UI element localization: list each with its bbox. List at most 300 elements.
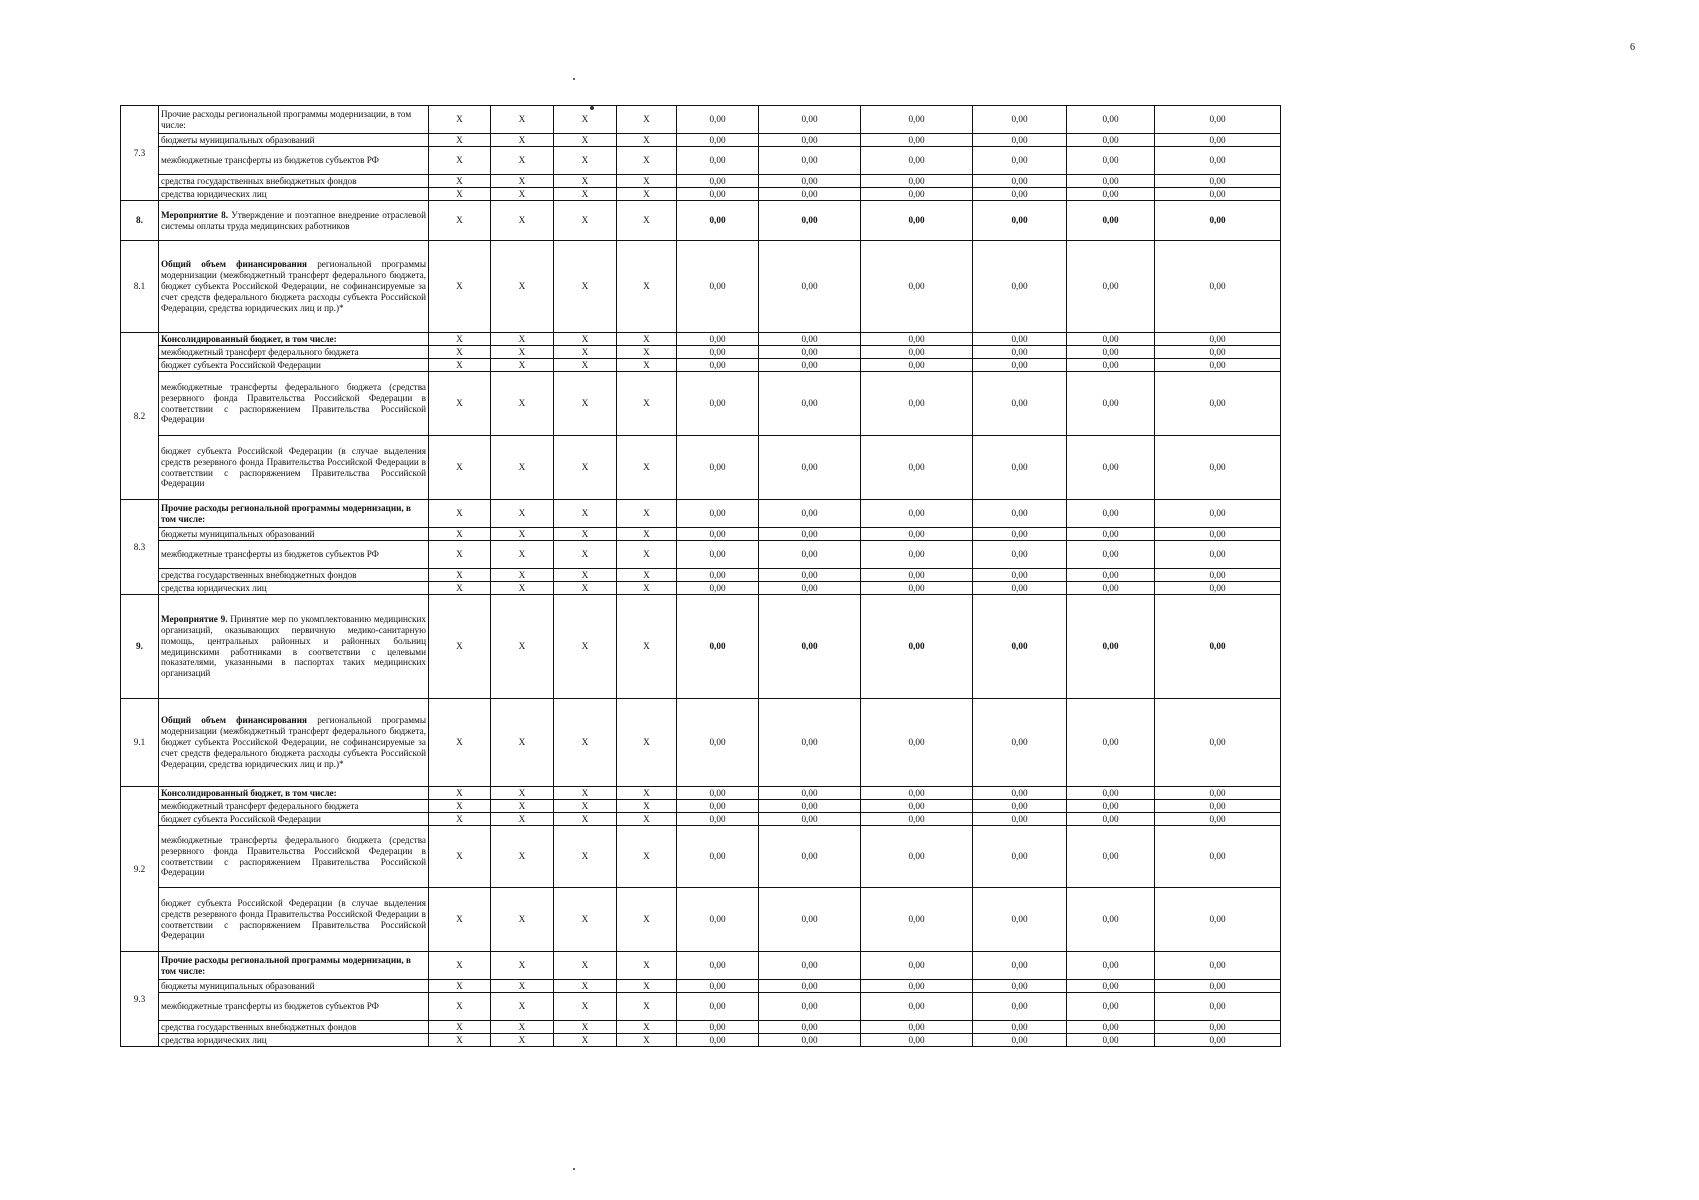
- row-description: [159, 436, 429, 500]
- cell-value: 0,00: [677, 359, 759, 372]
- cell-x: X: [429, 346, 491, 359]
- description-text: Утверждение и поэтапное внедрение отраслевой системы оплаты труда медицинских работников: [161, 209, 426, 231]
- cell-x: X: [429, 1021, 491, 1034]
- cell-x: X: [554, 541, 617, 569]
- cell-x: X: [554, 813, 617, 826]
- cell-value: 0,00: [759, 436, 861, 500]
- table-row: [121, 188, 1281, 201]
- cell-value: 0,00: [861, 134, 973, 147]
- table-row: [121, 500, 1281, 528]
- row-description: [159, 800, 429, 813]
- row-description: [159, 980, 429, 993]
- cell-value: 0,00: [759, 826, 861, 888]
- cell-x: X: [554, 1021, 617, 1034]
- cell-x: X: [429, 1034, 491, 1047]
- cell-value: 0,00: [677, 372, 759, 436]
- cell-value: 0,00: [677, 436, 759, 500]
- cell-value: 0,00: [1067, 372, 1155, 436]
- row-description: [159, 106, 429, 134]
- cell-x: X: [617, 147, 677, 175]
- cell-value: 0,00: [759, 106, 861, 134]
- table-row: [121, 1034, 1281, 1047]
- cell-x: X: [554, 993, 617, 1021]
- cell-value: 0,00: [861, 528, 973, 541]
- table-row: [121, 952, 1281, 980]
- row-index: 9.: [121, 595, 159, 699]
- table-row: [121, 582, 1281, 595]
- cell-value: 0,00: [1067, 1021, 1155, 1034]
- cell-value: 0,00: [973, 500, 1067, 528]
- table-row: [121, 241, 1281, 333]
- description-lead: Мероприятие 9.: [161, 613, 228, 624]
- cell-x: X: [491, 787, 554, 800]
- cell-value: 0,00: [861, 500, 973, 528]
- cell-value: 0,00: [677, 188, 759, 201]
- cell-x: X: [491, 188, 554, 201]
- cell-value: 0,00: [861, 826, 973, 888]
- row-description: [159, 1034, 429, 1047]
- cell-x: X: [429, 201, 491, 241]
- cell-value: 0,00: [973, 952, 1067, 980]
- cell-value: 0,00: [1155, 569, 1281, 582]
- table-row: [121, 595, 1281, 699]
- cell-x: X: [491, 699, 554, 787]
- cell-value: 0,00: [1067, 826, 1155, 888]
- description-text: региональной программы модернизации (межбюджетный трансферт федерального бюджета, бюджет субъекта Российской Федерации, не софинансируемые за счет средств федерального бюджета расходы субъекта Российской Федерации, средства юридических лиц и пр.)*: [161, 715, 427, 769]
- cell-value: 0,00: [677, 333, 759, 346]
- cell-value: 0,00: [1155, 888, 1281, 952]
- cell-value: 0,00: [1067, 147, 1155, 175]
- cell-value: 0,00: [861, 436, 973, 500]
- cell-value: 0,00: [759, 500, 861, 528]
- cell-value: 0,00: [1067, 800, 1155, 813]
- cell-x: X: [617, 500, 677, 528]
- row-description: [159, 595, 429, 699]
- page-number: 6: [1630, 42, 1635, 53]
- row-index: 9.1: [121, 699, 159, 787]
- cell-value: 0,00: [973, 813, 1067, 826]
- cell-x: X: [429, 980, 491, 993]
- cell-x: X: [617, 359, 677, 372]
- cell-value: 0,00: [861, 175, 973, 188]
- cell-x: X: [617, 800, 677, 813]
- description-text: бюджет субъекта Российской Федерации: [161, 813, 321, 824]
- cell-value: 0,00: [759, 359, 861, 372]
- cell-x: X: [554, 359, 617, 372]
- cell-value: 0,00: [861, 813, 973, 826]
- cell-value: 0,00: [677, 980, 759, 993]
- row-description: [159, 500, 429, 528]
- table-row: [121, 359, 1281, 372]
- cell-value: 0,00: [1155, 175, 1281, 188]
- row-description: [159, 1021, 429, 1034]
- description-text: межбюджетные трансферты федерального бюджета (средства резервного фонда Правительства Российской Федерации в соответствии с распоряжением Правительства Российской Федерации: [161, 834, 426, 878]
- cell-value: 0,00: [1067, 541, 1155, 569]
- row-description: [159, 134, 429, 147]
- cell-x: X: [429, 333, 491, 346]
- cell-value: 0,00: [973, 175, 1067, 188]
- cell-value: 0,00: [861, 980, 973, 993]
- cell-x: X: [491, 372, 554, 436]
- cell-value: 0,00: [1155, 134, 1281, 147]
- cell-value: 0,00: [677, 500, 759, 528]
- cell-value: 0,00: [861, 201, 973, 241]
- cell-value: 0,00: [973, 826, 1067, 888]
- cell-value: 0,00: [1155, 826, 1281, 888]
- cell-x: X: [491, 241, 554, 333]
- cell-x: X: [554, 528, 617, 541]
- cell-value: 0,00: [861, 188, 973, 201]
- cell-value: 0,00: [1067, 333, 1155, 346]
- description-text: межбюджетный трансферт федерального бюджета: [161, 800, 359, 811]
- row-description: [159, 569, 429, 582]
- cell-value: 0,00: [759, 201, 861, 241]
- description-text: бюджеты муниципальных образований: [161, 134, 315, 145]
- cell-value: 0,00: [973, 528, 1067, 541]
- cell-value: 0,00: [677, 800, 759, 813]
- cell-x: X: [617, 346, 677, 359]
- cell-value: 0,00: [677, 826, 759, 888]
- cell-value: 0,00: [973, 569, 1067, 582]
- cell-value: 0,00: [677, 346, 759, 359]
- cell-x: X: [491, 595, 554, 699]
- cell-value: 0,00: [759, 569, 861, 582]
- cell-x: X: [429, 826, 491, 888]
- cell-x: X: [617, 134, 677, 147]
- cell-value: 0,00: [1067, 952, 1155, 980]
- cell-value: 0,00: [1155, 188, 1281, 201]
- row-index: 8.3: [121, 500, 159, 595]
- cell-value: 0,00: [1155, 952, 1281, 980]
- table-row: [121, 147, 1281, 175]
- row-description: [159, 372, 429, 436]
- cell-value: 0,00: [1067, 813, 1155, 826]
- cell-value: 0,00: [1155, 106, 1281, 134]
- cell-x: X: [429, 952, 491, 980]
- cell-value: 0,00: [677, 241, 759, 333]
- cell-value: 0,00: [1067, 980, 1155, 993]
- description-text: средства юридических лиц: [161, 582, 267, 593]
- cell-value: 0,00: [1155, 528, 1281, 541]
- table-row: [121, 333, 1281, 346]
- row-index: 9.2: [121, 787, 159, 952]
- cell-value: 0,00: [1155, 980, 1281, 993]
- description-text: Принятие мер по укомплектованию медицинских организаций, оказывающих первичную медико-санитарную помощь, центральных районных и районных больниц медицинскими работниками в соответствии с целевыми показателями, указанными в паспортах таких медицинских организаций: [161, 613, 426, 679]
- cell-x: X: [491, 541, 554, 569]
- cell-value: 0,00: [759, 1021, 861, 1034]
- cell-x: X: [554, 888, 617, 952]
- table-row: [121, 800, 1281, 813]
- cell-value: 0,00: [677, 1034, 759, 1047]
- cell-x: X: [617, 541, 677, 569]
- cell-value: 0,00: [1155, 541, 1281, 569]
- cell-value: 0,00: [759, 595, 861, 699]
- cell-value: 0,00: [1067, 993, 1155, 1021]
- cell-value: 0,00: [677, 569, 759, 582]
- cell-value: 0,00: [1155, 333, 1281, 346]
- row-index: 9.3: [121, 952, 159, 1047]
- description-text: бюджет субъекта Российской Федерации (в случае выделения средств резервного фонда Правительства Российской Федерации в соответствии с распоряжением Правительства Российской Федерации: [161, 897, 426, 941]
- description-text: Прочие расходы региональной программы модернизации, в том числе:: [161, 502, 411, 524]
- cell-x: X: [554, 147, 617, 175]
- cell-x: X: [429, 699, 491, 787]
- cell-value: 0,00: [759, 787, 861, 800]
- cell-x: X: [554, 134, 617, 147]
- cell-value: 0,00: [677, 952, 759, 980]
- cell-value: 0,00: [973, 333, 1067, 346]
- cell-value: 0,00: [1067, 787, 1155, 800]
- cell-value: 0,00: [973, 346, 1067, 359]
- cell-x: X: [491, 500, 554, 528]
- cell-x: X: [617, 528, 677, 541]
- cell-value: 0,00: [861, 595, 973, 699]
- cell-value: 0,00: [1067, 106, 1155, 134]
- description-text: бюджет субъекта Российской Федерации: [161, 359, 321, 370]
- cell-x: X: [554, 436, 617, 500]
- row-description: [159, 241, 429, 333]
- cell-x: X: [617, 436, 677, 500]
- cell-x: X: [554, 952, 617, 980]
- cell-value: 0,00: [861, 699, 973, 787]
- table-row: [121, 346, 1281, 359]
- cell-value: 0,00: [1067, 569, 1155, 582]
- cell-value: 0,00: [759, 541, 861, 569]
- cell-value: 0,00: [861, 1021, 973, 1034]
- cell-value: 0,00: [1155, 500, 1281, 528]
- cell-value: 0,00: [861, 787, 973, 800]
- cell-value: 0,00: [759, 952, 861, 980]
- cell-value: 0,00: [759, 1034, 861, 1047]
- cell-x: X: [429, 888, 491, 952]
- cell-value: 0,00: [973, 1034, 1067, 1047]
- cell-value: 0,00: [1067, 346, 1155, 359]
- cell-x: X: [491, 346, 554, 359]
- cell-value: 0,00: [1155, 582, 1281, 595]
- cell-value: 0,00: [1067, 134, 1155, 147]
- row-description: [159, 787, 429, 800]
- cell-x: X: [491, 147, 554, 175]
- cell-value: 0,00: [759, 582, 861, 595]
- cell-value: 0,00: [1067, 436, 1155, 500]
- cell-value: 0,00: [759, 980, 861, 993]
- cell-value: 0,00: [973, 106, 1067, 134]
- cell-x: X: [554, 201, 617, 241]
- table-row: [121, 699, 1281, 787]
- description-text: Консолидированный бюджет, в том числе:: [161, 787, 337, 798]
- cell-value: 0,00: [1067, 201, 1155, 241]
- cell-value: 0,00: [861, 106, 973, 134]
- row-index: 8.2: [121, 333, 159, 500]
- row-description: [159, 359, 429, 372]
- table-row: [121, 528, 1281, 541]
- description-lead: Мероприятие 8.: [161, 209, 228, 220]
- cell-x: X: [554, 188, 617, 201]
- cell-value: 0,00: [677, 134, 759, 147]
- row-description: [159, 582, 429, 595]
- cell-value: 0,00: [677, 106, 759, 134]
- cell-x: X: [617, 188, 677, 201]
- description-text: бюджеты муниципальных образований: [161, 528, 315, 539]
- row-description: [159, 147, 429, 175]
- table-row: [121, 826, 1281, 888]
- table-row: [121, 134, 1281, 147]
- cell-value: 0,00: [1155, 800, 1281, 813]
- cell-value: 0,00: [973, 582, 1067, 595]
- cell-value: 0,00: [973, 188, 1067, 201]
- cell-x: X: [429, 528, 491, 541]
- cell-value: 0,00: [861, 800, 973, 813]
- cell-value: 0,00: [861, 241, 973, 333]
- cell-x: X: [617, 372, 677, 436]
- cell-value: 0,00: [1155, 436, 1281, 500]
- cell-value: 0,00: [677, 541, 759, 569]
- cell-x: X: [491, 569, 554, 582]
- cell-value: 0,00: [1155, 346, 1281, 359]
- table-row: [121, 980, 1281, 993]
- cell-value: 0,00: [677, 595, 759, 699]
- row-description: [159, 699, 429, 787]
- cell-value: 0,00: [973, 201, 1067, 241]
- cell-value: 0,00: [1155, 787, 1281, 800]
- cell-value: 0,00: [1155, 699, 1281, 787]
- description-text: бюджет субъекта Российской Федерации (в случае выделения средств резервного фонда Правительства Российской Федерации в соответствии с распоряжением Правительства Российской Федерации: [161, 445, 426, 489]
- description-text: Прочие расходы региональной программы модернизации, в том числе:: [161, 954, 411, 976]
- cell-x: X: [491, 800, 554, 813]
- cell-x: X: [554, 569, 617, 582]
- cell-x: X: [429, 175, 491, 188]
- row-description: [159, 175, 429, 188]
- cell-value: 0,00: [759, 699, 861, 787]
- description-text: средства юридических лиц: [161, 1034, 267, 1045]
- description-text: средства юридических лиц: [161, 188, 267, 199]
- cell-value: 0,00: [973, 1021, 1067, 1034]
- cell-value: 0,00: [1155, 241, 1281, 333]
- description-lead: Общий объем финансирования: [161, 715, 307, 726]
- description-text: средства государственных внебюджетных фондов: [161, 569, 357, 580]
- cell-x: X: [617, 980, 677, 993]
- cell-x: X: [491, 134, 554, 147]
- table-row: [121, 813, 1281, 826]
- cell-value: 0,00: [861, 333, 973, 346]
- cell-value: 0,00: [861, 541, 973, 569]
- cell-value: 0,00: [759, 528, 861, 541]
- description-text: Прочие расходы региональной программы модернизации, в том числе:: [161, 108, 412, 130]
- cell-x: X: [617, 175, 677, 188]
- cell-x: X: [617, 201, 677, 241]
- description-text: Консолидированный бюджет, в том числе:: [161, 333, 337, 344]
- cell-x: X: [429, 582, 491, 595]
- cell-value: 0,00: [1067, 359, 1155, 372]
- row-description: [159, 201, 429, 241]
- cell-x: X: [554, 372, 617, 436]
- cell-value: 0,00: [973, 980, 1067, 993]
- cell-value: 0,00: [973, 595, 1067, 699]
- row-description: [159, 993, 429, 1021]
- table-row: [121, 1021, 1281, 1034]
- row-description: [159, 952, 429, 980]
- cell-x: X: [617, 106, 677, 134]
- cell-value: 0,00: [973, 359, 1067, 372]
- cell-x: X: [491, 826, 554, 888]
- cell-x: X: [429, 106, 491, 134]
- cell-value: 0,00: [861, 372, 973, 436]
- cell-value: 0,00: [973, 541, 1067, 569]
- cell-x: X: [617, 787, 677, 800]
- cell-value: 0,00: [1067, 582, 1155, 595]
- description-text: межбюджетные трансферты федерального бюджета (средства резервного фонда Правительства Российской Федерации в соответствии с распоряжением Правительства Российской Федерации: [161, 381, 426, 425]
- cell-x: X: [491, 528, 554, 541]
- cell-x: X: [429, 800, 491, 813]
- description-text: средства государственных внебюджетных фондов: [161, 1021, 357, 1032]
- cell-value: 0,00: [1155, 359, 1281, 372]
- cell-x: X: [491, 888, 554, 952]
- cell-value: 0,00: [973, 800, 1067, 813]
- description-text: региональной программы модернизации (межбюджетный трансферт федерального бюджета, бюджет субъекта Российской Федерации, не софинансируемые за счет средств федерального бюджета расходы субъекта Российской Федерации, средства юридических лиц и пр.)*: [161, 259, 427, 313]
- cell-x: X: [554, 333, 617, 346]
- row-index: 7.3: [121, 106, 159, 201]
- cell-x: X: [554, 787, 617, 800]
- description-text: средства государственных внебюджетных фондов: [161, 175, 357, 186]
- cell-value: 0,00: [973, 699, 1067, 787]
- cell-x: X: [617, 241, 677, 333]
- cell-x: X: [429, 359, 491, 372]
- cell-x: X: [554, 699, 617, 787]
- table-row: [121, 201, 1281, 241]
- cell-x: X: [554, 800, 617, 813]
- cell-value: 0,00: [677, 813, 759, 826]
- cell-x: X: [554, 980, 617, 993]
- description-text: межбюджетный трансферт федерального бюджета: [161, 346, 359, 357]
- cell-x: X: [554, 1034, 617, 1047]
- cell-value: 0,00: [973, 436, 1067, 500]
- cell-x: X: [554, 241, 617, 333]
- cell-x: X: [617, 826, 677, 888]
- cell-value: 0,00: [861, 147, 973, 175]
- cell-x: X: [617, 813, 677, 826]
- cell-value: 0,00: [677, 993, 759, 1021]
- cell-value: 0,00: [861, 1034, 973, 1047]
- cell-value: 0,00: [973, 787, 1067, 800]
- cell-value: 0,00: [973, 147, 1067, 175]
- cell-x: X: [429, 134, 491, 147]
- row-description: [159, 826, 429, 888]
- cell-value: 0,00: [1155, 1021, 1281, 1034]
- cell-x: X: [491, 106, 554, 134]
- cell-value: 0,00: [677, 147, 759, 175]
- cell-value: 0,00: [973, 372, 1067, 436]
- cell-x: X: [491, 1034, 554, 1047]
- cell-value: 0,00: [677, 175, 759, 188]
- cell-value: 0,00: [1067, 699, 1155, 787]
- description-text: бюджеты муниципальных образований: [161, 980, 315, 991]
- cell-value: 0,00: [1155, 147, 1281, 175]
- cell-x: X: [617, 1034, 677, 1047]
- row-index: 8.1: [121, 241, 159, 333]
- cell-x: X: [429, 188, 491, 201]
- cell-value: 0,00: [861, 569, 973, 582]
- cell-x: X: [491, 993, 554, 1021]
- table-row: [121, 372, 1281, 436]
- row-description: [159, 541, 429, 569]
- cell-value: 0,00: [861, 582, 973, 595]
- cell-value: 0,00: [861, 993, 973, 1021]
- cell-x: X: [491, 813, 554, 826]
- cell-value: 0,00: [1155, 372, 1281, 436]
- cell-x: X: [491, 582, 554, 595]
- table-row: [121, 541, 1281, 569]
- cell-x: X: [617, 888, 677, 952]
- cell-x: X: [554, 826, 617, 888]
